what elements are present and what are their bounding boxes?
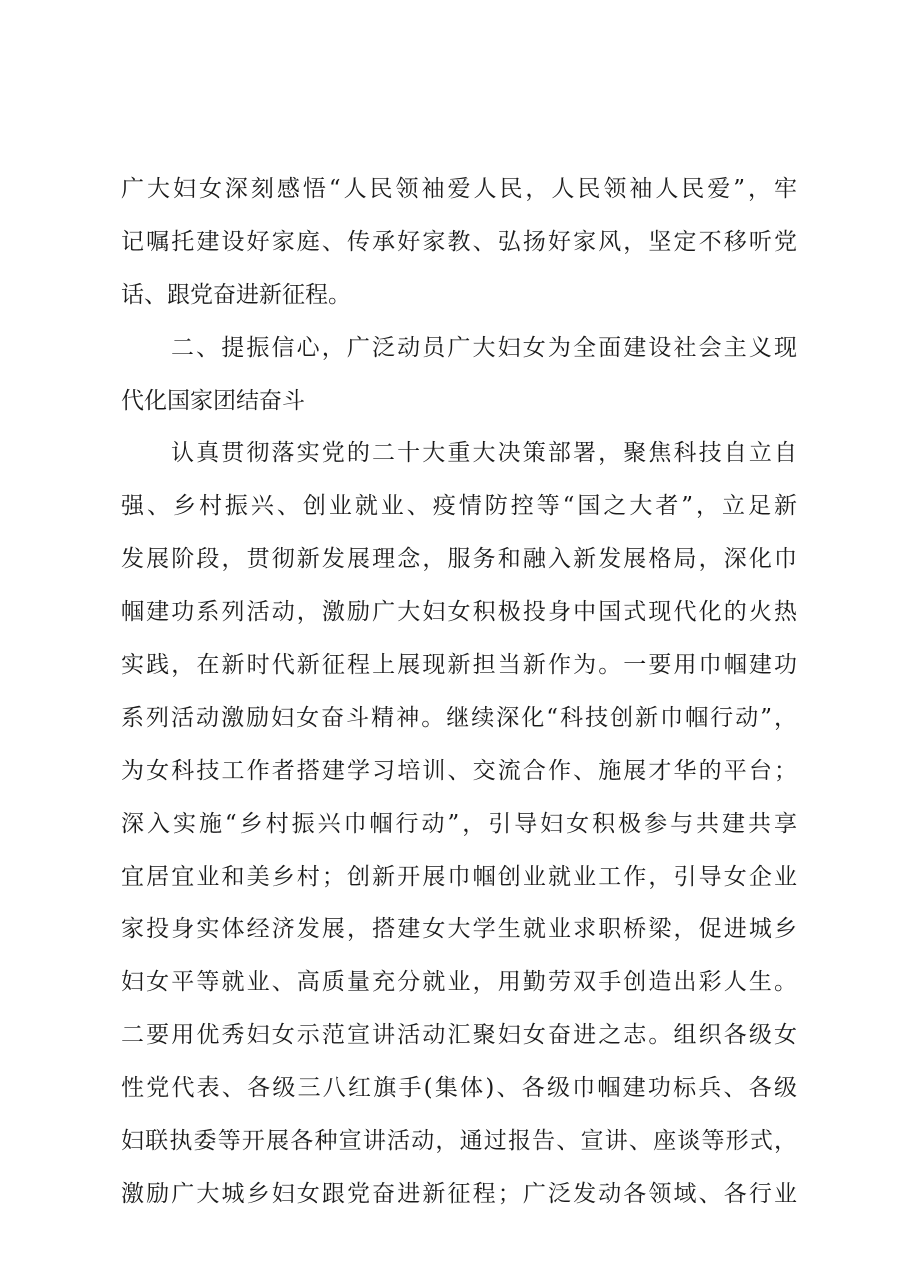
text-line: 性党代表、各级三八红旗手(集体)、各级巾帼建功标兵、各级 (121, 1075, 797, 1102)
text-line: 帼建功系列活动，激励广大妇女积极投身中国式现代化的火热 (121, 599, 797, 626)
text-line: 宜居宜业和美乡村；创新开展巾帼创业就业工作，引导女企业 (121, 863, 797, 890)
text-line: 妇女平等就业、高质量充分就业，用勤劳双手创造出彩人生。 (121, 969, 797, 996)
text-line: 广大妇女深刻感悟“人民领袖爱人民，人民领袖人民爱”，牢 (121, 176, 797, 202)
section-heading-2 (121, 322, 797, 428)
text-line: 激励广大城乡妇女跟党奋进新征程；广泛发动各领域、各行业 (121, 1180, 797, 1207)
text-line: 发展阶段，贯彻新发展理念，服务和融入新发展格局，深化巾 (121, 546, 797, 573)
text-line: 代化国家团结奋斗 (121, 387, 305, 414)
text-line: 深入实施“乡村振兴巾帼行动”，引导妇女积极参与共建共享 (121, 810, 797, 837)
text-line: 二要用优秀妇女示范宣讲活动汇聚妇女奋进之志。组织各级女 (121, 1022, 797, 1049)
text-line: 实践，在新时代新征程上展现新担当新作为。一要用巾帼建功 (121, 652, 797, 679)
text-line: 为女科技工作者搭建学习培训、交流合作、施展才华的平台； (121, 757, 797, 784)
text-line: 话、跟党奋进新征程。 (121, 281, 351, 308)
text-line: 强、乡村振兴、创业就业、疫情防控等“国之大者”，立足新 (121, 493, 797, 520)
text-line: 系列活动激励妇女奋斗精神。继续深化“科技创新巾帼行动”， (121, 704, 797, 731)
text-line: 二、提振信心，广泛动员广大妇女为全面建设社会主义现 (171, 334, 797, 361)
text-line: 记嘱托建设好家庭、传承好家教、弘扬好家风，坚定不移听党 (121, 228, 797, 255)
text-line: 认真贯彻落实党的二十大重大决策部署，聚焦科技自立自 (171, 440, 797, 467)
text-line: 家投身实体经济发展，搭建女大学生就业求职桥梁，促进城乡 (121, 916, 797, 943)
paragraph-continuation (121, 163, 797, 322)
paragraph-body (121, 427, 797, 1220)
text-line: 妇联执委等开展各种宣讲活动，通过报告、宣讲、座谈等形式， (121, 1128, 797, 1155)
document-body (121, 163, 797, 1221)
